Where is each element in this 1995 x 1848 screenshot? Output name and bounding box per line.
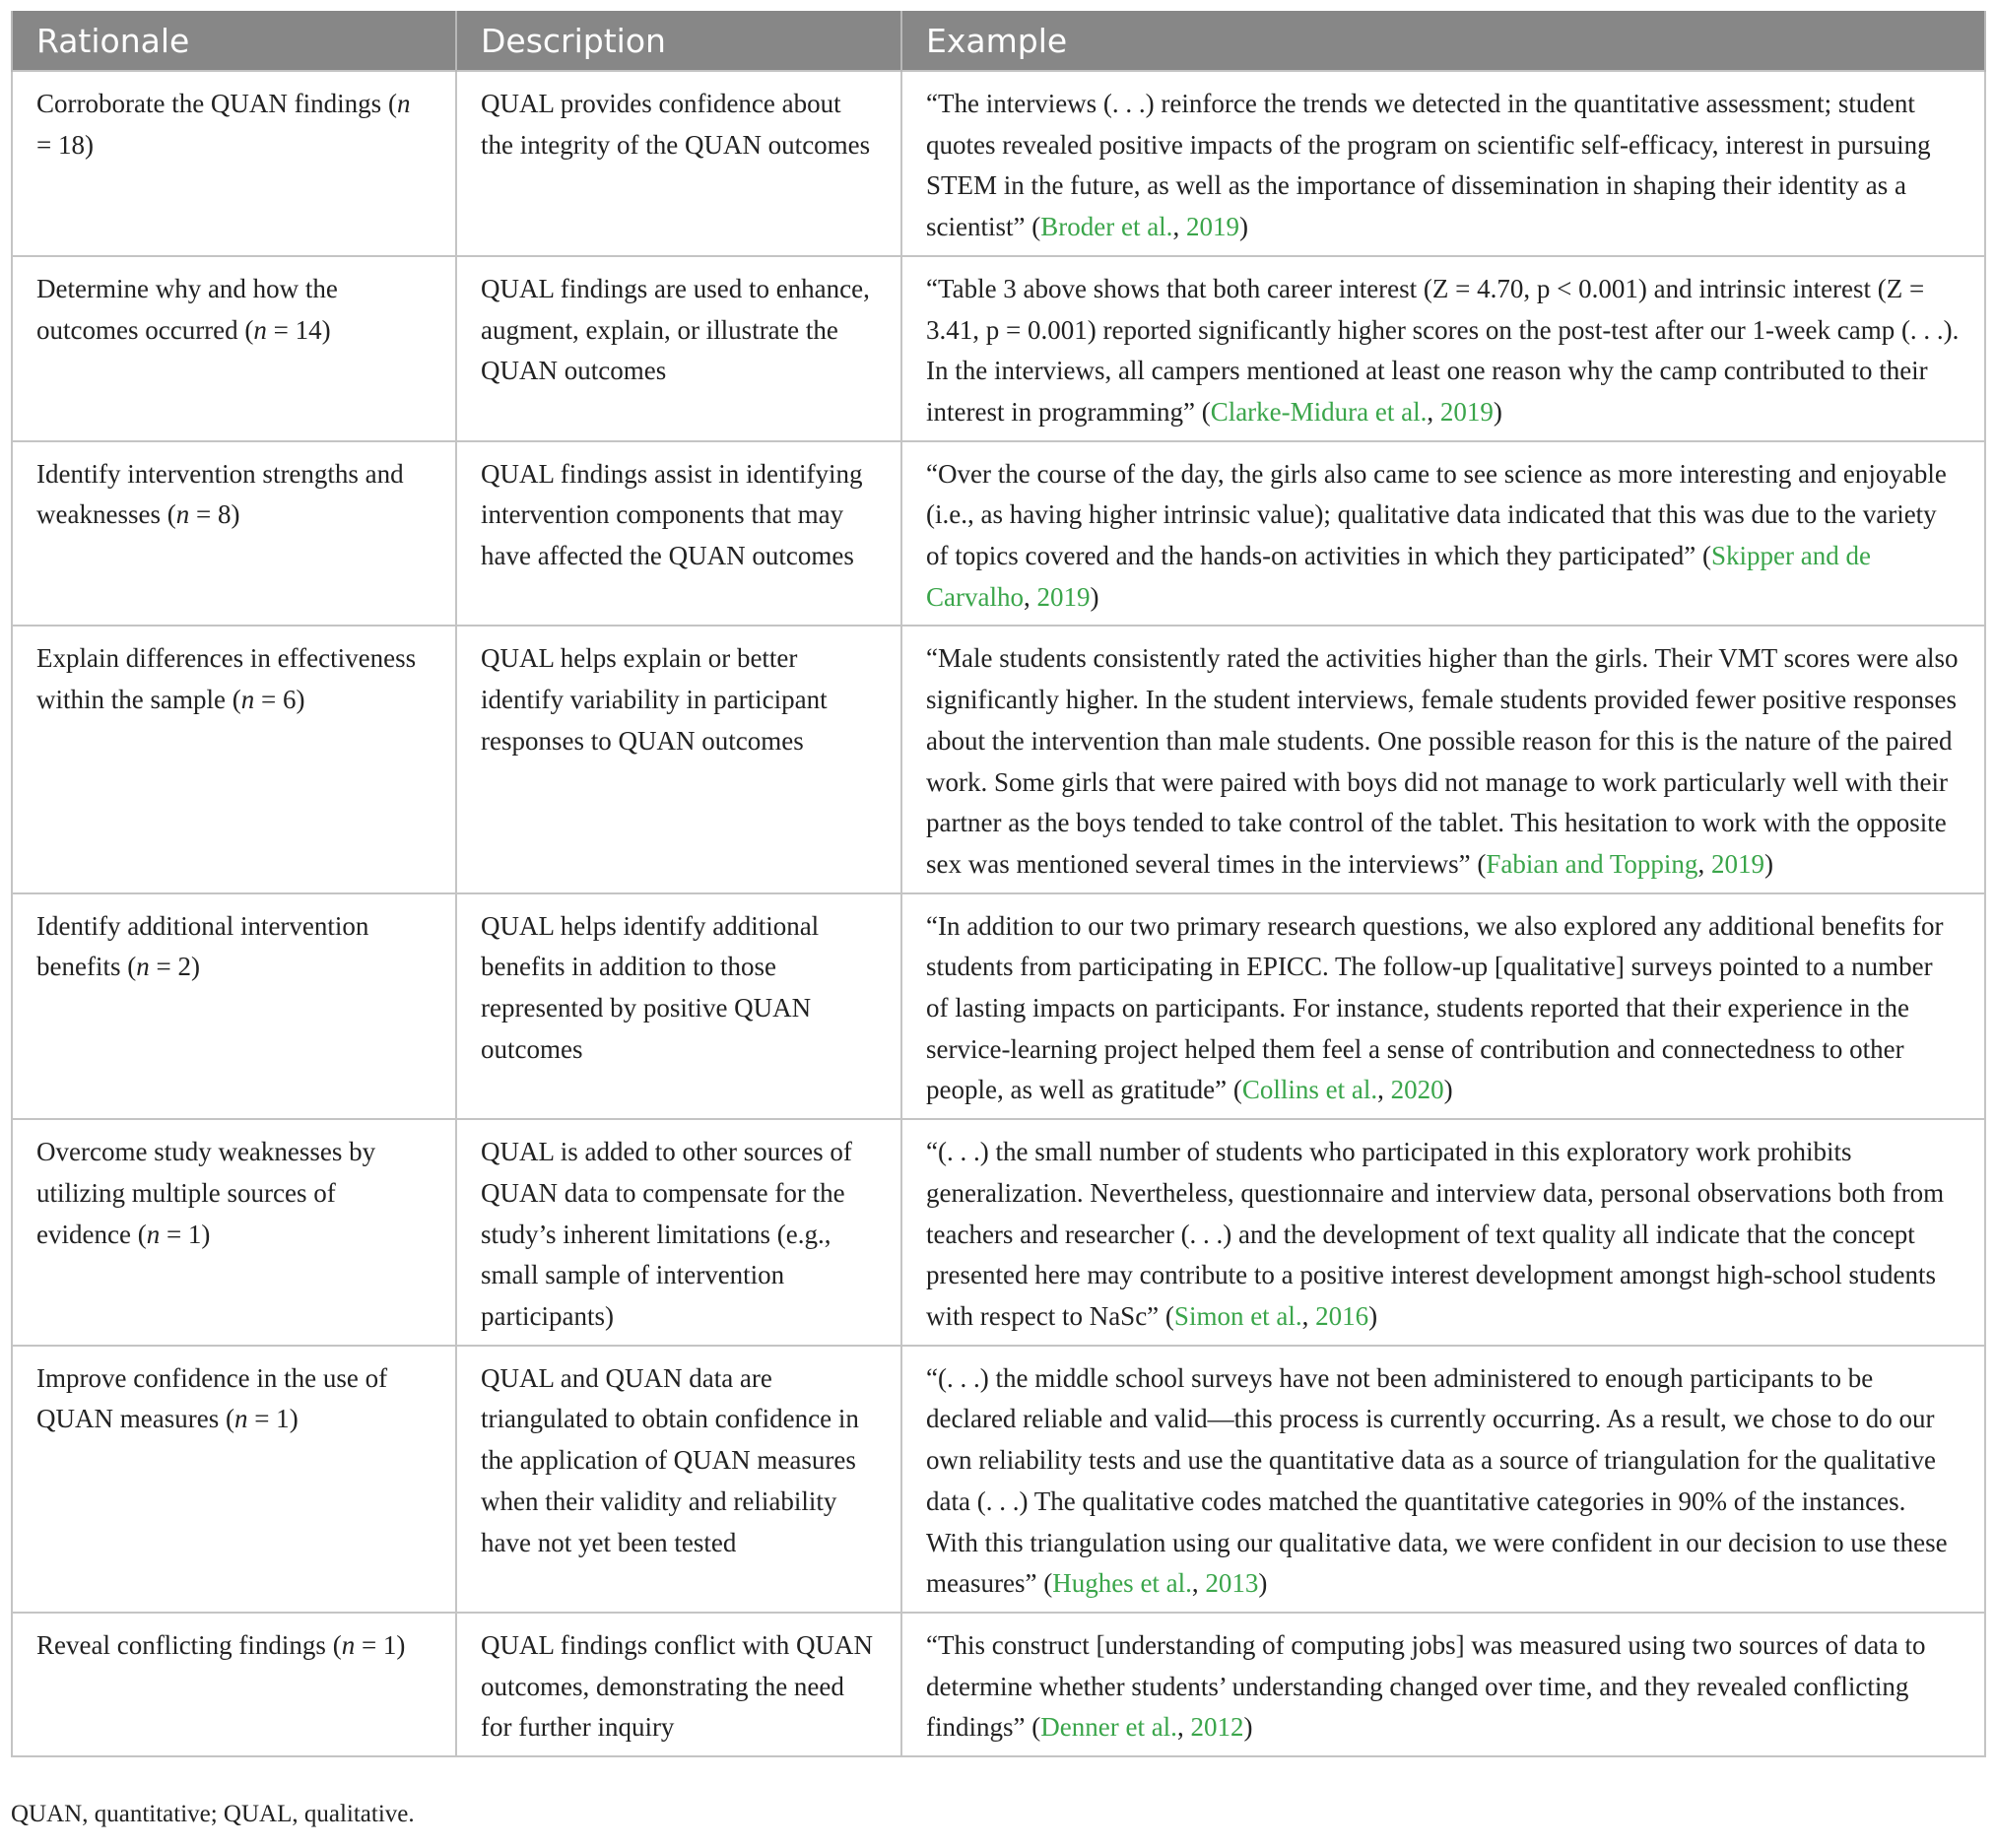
citation-author: Simon et al. bbox=[1173, 1300, 1302, 1331]
table-footnote: QUAN, quantitative; QUAL, qualitative. bbox=[11, 1801, 415, 1827]
table-body bbox=[12, 71, 1985, 1756]
sample-size-value: = 1 bbox=[355, 1629, 397, 1660]
rationale-cell: Identify intervention strengths and weaknesses (n = 8) bbox=[12, 441, 456, 627]
table-row bbox=[12, 1613, 1985, 1756]
sample-size-value: = 1 bbox=[247, 1404, 290, 1434]
rationale-cell: Identify additional intervention benefits (n = 2) bbox=[12, 893, 456, 1120]
table-row bbox=[12, 441, 1985, 627]
sample-size-value: = 8 bbox=[189, 499, 232, 530]
rationale-text: Corroborate the QUAN findings bbox=[36, 89, 382, 118]
description-cell: QUAL helps identify additional benefits in addition to those represented by positive QUAN outcomes bbox=[456, 893, 901, 1120]
sample-size-symbol: n bbox=[341, 1629, 356, 1660]
citation-year: 2013 bbox=[1205, 1568, 1259, 1599]
example-cell: “Over the course of the day, the girls also came to see science as more interesting and enjoyable (i.e., as having higher intrinsic value); qualitative data indicated that this was due to the variety of topics covered and the hands-on activities in which they participated” (Skipper and de Carvalho, 2019) bbox=[901, 441, 1985, 627]
example-cell: “Male students consistently rated the activities higher than the girls. Their VMT scores were also significantly higher. In the student interviews, female students provided fewer positive responses about the intervention than male students. One possible reason for this is the nature of the paired work. Some girls that were paired with boys did not manage to work particularly well with their partner as the boys tended to take control of the tablet. This hesitation to work with the opposite sex was mentioned several times in the interviews” (Fabian and Topping, 2019) bbox=[901, 626, 1985, 892]
citation-year: 2020 bbox=[1390, 1075, 1444, 1105]
sample-size-symbol: n bbox=[136, 952, 150, 982]
rationale-table bbox=[11, 11, 1986, 1757]
sample-size-symbol: n bbox=[175, 499, 190, 530]
header-example: Example bbox=[901, 11, 1985, 71]
citation-year: 2016 bbox=[1315, 1300, 1369, 1331]
rationale-cell: Explain differences in effectiveness within the sample (n = 6) bbox=[12, 626, 456, 892]
rationale-cell: Corroborate the QUAN findings (n = 18) bbox=[12, 71, 456, 256]
example-cell: “Table 3 above shows that both career interest (Z = 4.70, p < 0.001) and intrinsic interest (Z = 3.41, p = 0.001) reported significantly higher scores on the post-test after our 1-week camp (. . .). In the interviews, all campers mentioned at least one reason why the camp contributed to their interest in programming” (Clarke-Midura et al., 2019) bbox=[901, 256, 1985, 441]
example-cell: “The interviews (. . .) reinforce the trends we detected in the quantitative assessment; student quotes revealed positive impacts of the program on scientific self-efficacy, interest in pursuing STEM in the future, as well as the importance of dissemination in shaping their identity as a scientist” (Broder et al., 2019) bbox=[901, 71, 1985, 256]
description-cell: QUAL and QUAN data are triangulated to obtain confidence in the application of QUAN measures when their validity and reliability have not yet been tested bbox=[456, 1346, 901, 1613]
rationale-text: Improve confidence in the use of QUAN measures bbox=[36, 1362, 388, 1434]
citation-year: 2019 bbox=[1185, 212, 1239, 242]
sample-size-value: = 14 bbox=[266, 314, 322, 345]
example-quote: “In addition to our two primary research questions, we also explored any additional benefits for students from participating in EPICC. The follow-up [qualitative] surveys pointed to a number of lasting impacts on participants. For instance, students reported that their experience in the service-learning project helped them feel a sense of contribution and connectedness to other people, as well as gratitude” bbox=[926, 910, 1944, 1105]
sample-size-symbol: n bbox=[146, 1219, 161, 1249]
rationale-text: Identify intervention strengths and weaknesses bbox=[36, 458, 404, 530]
sample-size-symbol: n bbox=[233, 1404, 248, 1434]
citation-author: Hughes et al. bbox=[1052, 1568, 1192, 1599]
description-cell: QUAL provides confidence about the integrity of the QUAN outcomes bbox=[456, 71, 901, 256]
rationale-text: Reveal conflicting findings bbox=[36, 1629, 326, 1660]
table-row bbox=[12, 1346, 1985, 1613]
example-quote: “Table 3 above shows that both career interest (Z = 4.70, p < 0.001) and intrinsic interest (Z = 3.41, p = 0.001) reported significantly higher scores on the post-test after our 1-week camp (. . .). In the interviews, all campers mentioned at least one reason why the camp contributed to their interest in programming” bbox=[926, 273, 1960, 427]
example-cell: “(. . .) the small number of students who participated in this exploratory work prohibits generalization. Nevertheless, questionnaire and interview data, personal observations both from teachers and researcher (. . .) and the development of text quality all indicate that the concept presented here may contribute to a positive interest development amongst high-school students with respect to NaSc” (Simon et al., 2016) bbox=[901, 1119, 1985, 1346]
header-description: Description bbox=[456, 11, 901, 71]
sample-size-value: = 1 bbox=[160, 1219, 202, 1249]
table-row bbox=[12, 256, 1985, 441]
citation-author: Skipper and de Carvalho bbox=[926, 541, 1871, 612]
table-row bbox=[12, 71, 1985, 256]
rationale-text: Identify additional intervention benefits bbox=[36, 910, 369, 982]
example-quote: “(. . .) the small number of students who participated in this exploratory work prohibits generalization. Nevertheless, questionnaire and interview data, personal observations both from teachers and researcher (. . .) and the development of text quality all indicate that the concept presented here may contribute to a positive interest development amongst high-school students with respect to NaSc” bbox=[926, 1137, 1945, 1331]
example-quote: “(. . .) the middle school surveys have not been administered to enough participants to be declared reliable and valid—this process is currently occurring. As a result, we chose to do our own reliability tests and use the quantitative data as a source of triangulation for the qualitative data (. . .) The qualitative codes matched the quantitative categories in 90% of the instances. With this triangulation using our qualitative data, we were confident in our decision to use these measures” bbox=[926, 1362, 1948, 1599]
table-row bbox=[12, 1119, 1985, 1346]
citation-author: Denner et al. bbox=[1040, 1712, 1177, 1743]
rationale-text: Determine why and how the outcomes occurred bbox=[36, 273, 338, 345]
citation-author: Clarke-Midura et al. bbox=[1210, 396, 1428, 427]
citation-year: 2012 bbox=[1190, 1712, 1244, 1743]
description-cell: QUAL findings assist in identifying intervention components that may have affected the QUAN outcomes bbox=[456, 441, 901, 627]
description-cell: QUAL is added to other sources of QUAN data to compensate for the study’s inherent limitations (e.g., small sample of intervention participants) bbox=[456, 1119, 901, 1346]
rationale-cell: Improve confidence in the use of QUAN measures (n = 1) bbox=[12, 1346, 456, 1613]
example-cell: “This construct [understanding of computing jobs] was measured using two sources of data to determine whether students’ understanding changed over time, and they revealed conflicting findings” (Denner et al., 2012) bbox=[901, 1613, 1985, 1756]
table-row bbox=[12, 893, 1985, 1120]
header-row bbox=[12, 11, 1985, 71]
citation-year: 2019 bbox=[1710, 848, 1764, 879]
rationale-text: Explain differences in effectiveness within the sample bbox=[36, 643, 417, 715]
sample-size-symbol: n bbox=[240, 685, 255, 715]
sample-size-symbol: n bbox=[396, 89, 411, 118]
description-cell: QUAL helps explain or better identify variability in participant responses to QUAN outcomes bbox=[456, 626, 901, 892]
example-quote: “Over the course of the day, the girls also came to see science as more interesting and enjoyable (i.e., as having higher intrinsic value); qualitative data indicated that this was due to the variety of topics covered and the hands-on activities in which they participated” bbox=[926, 458, 1947, 571]
description-cell: QUAL findings conflict with QUAN outcomes, demonstrating the need for further inquiry bbox=[456, 1613, 901, 1756]
rationale-cell: Determine why and how the outcomes occurred (n = 14) bbox=[12, 256, 456, 441]
citation-author: Collins et al. bbox=[1241, 1075, 1378, 1105]
citation-author: Fabian and Topping bbox=[1486, 848, 1698, 879]
rationale-text: Overcome study weaknesses by utilizing multiple sources of evidence bbox=[36, 1137, 376, 1249]
example-quote: “This construct [understanding of computing jobs] was measured using two sources of data to determine whether students’ understanding changed over time, and they revealed conflicting findings” bbox=[926, 1629, 1926, 1743]
citation-year: 2019 bbox=[1036, 581, 1091, 612]
sample-size-value: = 2 bbox=[149, 952, 191, 982]
example-quote: “The interviews (. . .) reinforce the trends we detected in the quantitative assessment; student quotes revealed positive impacts of the program on scientific self-efficacy, interest in pursuing STEM in the future, as well as the importance of dissemination in shaping their identity as a scientist” bbox=[926, 89, 1931, 242]
citation-author: Broder et al. bbox=[1040, 212, 1173, 242]
sample-size-value: = 6 bbox=[254, 685, 297, 715]
sample-size-symbol: n bbox=[253, 314, 267, 345]
rationale-cell: Reveal conflicting findings (n = 1) bbox=[12, 1613, 456, 1756]
sample-size-value: = 18 bbox=[36, 129, 85, 160]
table-container bbox=[11, 11, 1984, 1757]
header-rationale: Rationale bbox=[12, 11, 456, 71]
example-quote: “Male students consistently rated the activities higher than the girls. Their VMT scores were also significantly higher. In the student interviews, female students provided fewer positive responses about the intervention than male students. One possible reason for this is the nature of the paired work. Some girls that were paired with boys did not manage to work particularly well with their partner as the boys tended to take control of the tablet. This hesitation to work with the opposite sex was mentioned several times in the interviews” bbox=[926, 643, 1959, 879]
table-row bbox=[12, 626, 1985, 892]
rationale-cell: Overcome study weaknesses by utilizing multiple sources of evidence (n = 1) bbox=[12, 1119, 456, 1346]
citation-year: 2019 bbox=[1439, 396, 1494, 427]
example-cell: “(. . .) the middle school surveys have not been administered to enough participants to be declared reliable and valid—this process is currently occurring. As a result, we chose to do our own reliability tests and use the quantitative data as a source of triangulation for the qualitative data (. . .) The qualitative codes matched the quantitative categories in 90% of the instances. With this triangulation using our qualitative data, we were confident in our decision to use these measures” (Hughes et al., 2013) bbox=[901, 1346, 1985, 1613]
description-cell: QUAL findings are used to enhance, augment, explain, or illustrate the QUAN outcomes bbox=[456, 256, 901, 441]
example-cell: “In addition to our two primary research questions, we also explored any additional benefits for students from participating in EPICC. The follow-up [qualitative] surveys pointed to a number of lasting impacts on participants. For instance, students reported that their experience in the service-learning project helped them feel a sense of contribution and connectedness to other people, as well as gratitude” (Collins et al., 2020) bbox=[901, 893, 1985, 1120]
